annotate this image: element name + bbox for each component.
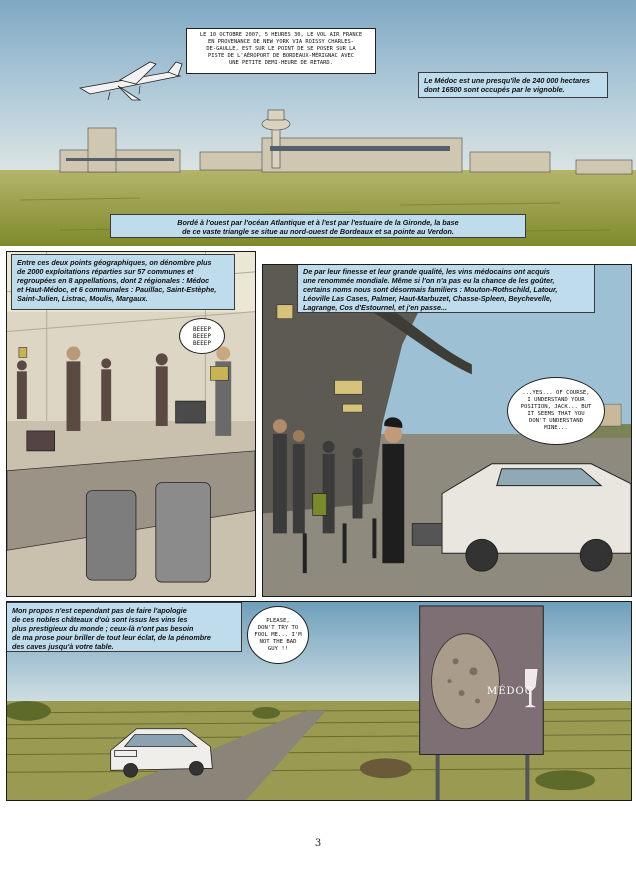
speech-balloon-phone-call: ...YES... OF COURSE, I UNDERSTAND YOUR POSITION, JACK... BUT IT SEEMS THAT YOU DON'T UNDERSTAND MINE... [507,377,605,445]
panel-airport-exit [262,264,632,597]
caption-noble-chateaux: Mon propos n'est cependant pas de faire l'apologie de ces nobles châteaux d'où sont issus les vins les plus prestigieux du monde ; ceux-là n'ont pas besoin de ma prose pour briller de tout leur éclat, de la pénombre des caves jusqu'à votre table. [6,602,242,652]
panel-baggage-claim [6,251,256,597]
caption-famous-wines: De par leur finesse et leur grande qualité, les vins médocains ont acquis une renommée mondiale. Même si l'on n'a pas eu la chance de les goûter, certains noms nous sont désormais familiers : Mouton-Rothschild, Latour, Léoville Las Cases, Palmer, Haut-Marbuzet, Chasse-Spleen, Beychevelle, Lagrange, Cos d'Estournel, et j'en passe... [297,264,595,313]
panel-airport-landing [0,0,636,246]
caption-appellations: Entre ces deux points géographiques, on dénombre plus de 2000 exploitations réparties sur 57 communes et regroupées en 8 appellations, dont 2 régionales : Médoc et Haut-Médoc, et 6 communales : Pauillac, Saint-Estèphe, Saint-Julien, Listrac, Moulis, Margaux. [11,254,235,310]
panel-vineyard-road [6,601,632,801]
page-number: 3 [314,838,322,849]
narration-box: LE 10 OCTOBRE 2007, 5 HEURES 30, LE VOL AIR FRANCE EN PROVENANCE DE NEW YORK VIA ROISSY CHARLES- DE-GAULLE, EST SUR LE POINT DE SE POSER SUR LA PISTE DE L'AÉROPORT DE BORDEAUX-MÉRIGNAC AVEC UNE PETITE DEMI-HEURE DE RETARD. [186,28,376,74]
speech-balloon-bad-guy: PLEASE, DON'T TRY TO FOOL ME... I'M NOT THE BAD GUY !! [247,606,309,664]
caption-geography: Bordé à l'ouest par l'océan Atlantique et à l'est par l'estuaire de la Gironde, la base de ce vaste triangle se situe au nord-ouest de Bordeaux et sa pointe au Verdon. [110,214,526,238]
speech-balloon-beep: BEEEP BEEEP BEEEP [179,318,225,354]
caption-medoc-area: Le Médoc est une presqu'île de 240 000 hectares dont 16500 sont occupés par le vignoble. [418,72,608,98]
billboard-brand: MÉDOC [487,686,534,697]
